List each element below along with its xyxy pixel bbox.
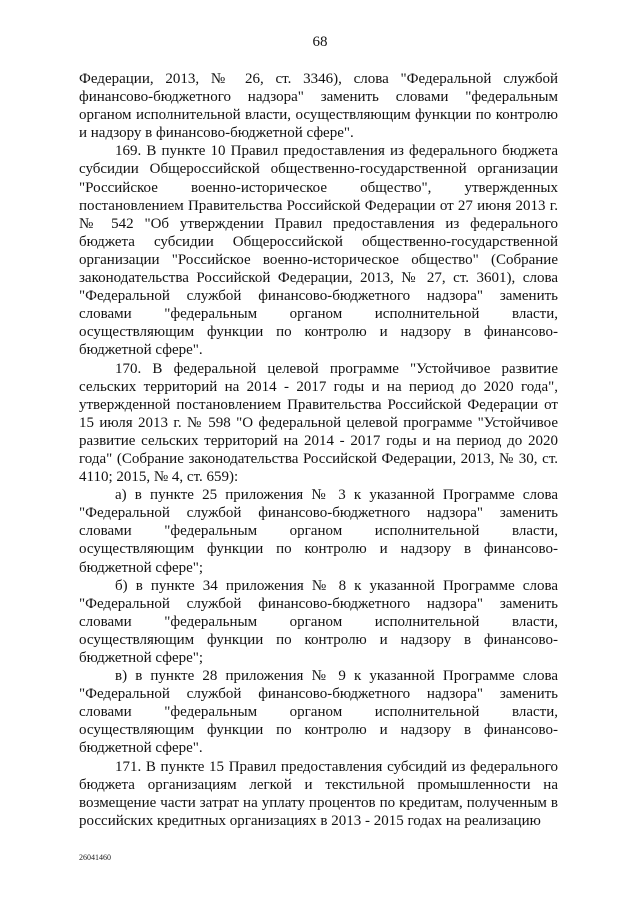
paragraph-171: 171. В пункте 15 Правил предоставления субсидий из федерального бюджета организациям легкой и текстильной промышленности на возмещение части затрат на уплату процентов по кредитам, полученным в российских кредитных организациях в 2013 - 2015 годах на реализацию	[79, 758, 558, 829]
page-number: 68	[312, 34, 328, 50]
document-body	[79, 70, 558, 830]
paragraph-170-b: б) в пункте 34 приложения № 8 к указанной Программе слова "Федеральной службой финансово-бюджетного надзора" заменить словами "федеральным органом исполнительной власти, осуществляющим функции по контролю и надзору в финансово-бюджетной сфере";	[79, 577, 558, 666]
document-code: 26041460	[79, 853, 111, 862]
paragraph-170-v: в) в пункте 28 приложения № 9 к указанной Программе слова "Федеральной службой финансово-бюджетного надзора" заменить словами "федеральным органом исполнительной власти, осуществляющим функции по контролю и надзору в финансово-бюджетной сфере".	[79, 668, 558, 757]
paragraph-170: 170. В федеральной целевой программе "Устойчивое развитие сельских территорий на 2014 - 2017 годы и на период до 2020 года", утвержденной постановлением Правительства Российской Федерации от 15 июля 2013 г. № 598 "О федеральной целевой программе "Устойчивое развитие сельских территорий на 2014 - 2017 годы и на период до 2020 года" (Собрание законодательства Российской Федерации, 2013, № 30, ст. 4110; 2015, № 4, ст. 659):	[79, 360, 558, 486]
paragraph-170-a: а) в пункте 25 приложения № 3 к указанной Программе слова "Федеральной службой финансово-бюджетного надзора" заменить словами "федеральным органом исполнительной власти, осуществляющим функции по контролю и надзору в финансово-бюджетной сфере";	[79, 487, 558, 576]
paragraph-continuation: Федерации, 2013, № 26, ст. 3346), слова "Федеральной службой финансово-бюджетного надзора" заменить словами "федеральным органом исполнительной власти, осуществляющим функции по контролю и надзору в финансово-бюджетной сфере".	[79, 71, 558, 142]
paragraph-169: 169. В пункте 10 Правил предоставления из федерального бюджета субсидии Общероссийской общественно-государственной организации "Российское военно-историческое общество", утвержденных постановлением Правительства Российской Федерации от 27 июня 2013 г. № 542 "Об утверждении Правил предоставления из федерального бюджета субсидии Общероссийской общественно-государственной организации "Российское военно-историческое общество" (Собрание законодательства Российской Федерации, 2013, № 27, ст. 3601), слова "Федеральной службой финансово-бюджетного надзора" заменить словами "федеральным органом исполнительной власти, осуществляющим функции по контролю и надзору в финансово-бюджетной сфере".	[79, 143, 558, 359]
